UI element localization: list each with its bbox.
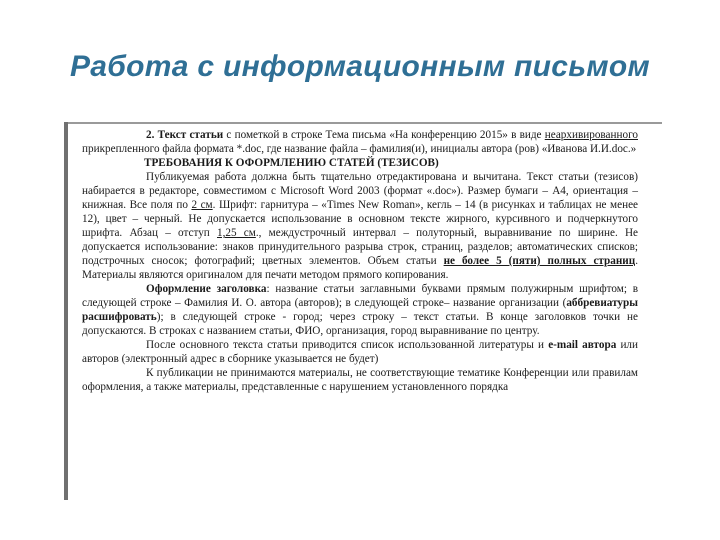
text-run: Публикуемая работа должна быть тщательно отредактирована и вычитана. Текст статьи (тезисов) набирается в редакторе, совместимом с Microsoft Word 2003 (формат «.doc»). Размер бумаги – А4, ориентация – книжная. Все поля по [82,171,638,211]
text-run: . Шрифт: гарнитура – «Times New Roman», кегль – 14 (в рисунках и таблицах не менее 12), цвет – черный. Не допускается использование в основном тексте жирного, курсивного и подчеркнутого шрифта. Абзац – отступ [82,199,639,239]
text-run: с пометкой в строке Тема письма «На конференцию 2015» в виде [223,129,545,141]
text-run: К публикации не принимаются материалы, не соответствующие тематике Конференции или правилам оформления, а также материалы, представленные с нарушением установленного порядка [82,367,638,393]
text-run: . Материалы являются оригиналом для печати методом прямого копирования. [82,255,638,281]
bold-run: Оформление заголовка [146,283,267,295]
paragraph-title-format [82,282,638,338]
slide-title: Работа с информационным письмом [69,50,650,83]
underlined-run: 2 см [191,199,213,211]
article-text-lead: 2. Текст статьи [146,129,224,141]
frame-top-border [64,122,662,124]
text-run: прикрепленного файла формата *.doc, где название файла – фамилия(и), инициалы автора (ров) «Иванова И.И.doc.» [82,143,637,155]
text-run: или авторов (электронный адрес в сборнике указывается не будет) [82,339,639,365]
paragraph-rejection [82,366,638,394]
bold-underlined-run: не более 5 (пяти) полных страниц [443,255,636,267]
text-run: : название статьи заглавными буквами прямым полужирным шрифтом; в следующей строке – Фамилия И. О. автора (авторов); в следующей строке– название организации ( [82,283,638,309]
frame-left-border [64,122,68,500]
document-text [82,128,638,394]
paragraph-article-text [82,128,638,156]
text-run: После основного текста статьи приводится список использованной литературы и [146,339,549,351]
underlined-run: неархивированного [544,129,638,141]
paragraph-references [82,338,638,366]
underlined-run: 1,25 см [217,227,256,239]
requirements-heading: ТРЕБОВАНИЯ К ОФОРМЛЕНИЮ СТАТЕЙ (ТЕЗИСОВ) [144,157,439,169]
bold-run: e-mail автора [548,339,617,351]
bold-run: аббревиатуры расшифровать [82,297,638,323]
paragraph-requirements [82,170,638,282]
text-run: ); в следующей строке - город; через строку – текст статьи. В конце заголовков точки не допускаются. В строках с названием статьи, ФИО, организация, город выравнивание по центру. [82,311,638,337]
text-run: ., междустрочный интервал – полуторный, выравнивание по ширине. Не допускается использование: знаков принудительного разрыва строк, страниц, разделов; автоматических списков; подстрочных сносок; фотографий; цветных элементов. Объем статьи [82,227,639,267]
